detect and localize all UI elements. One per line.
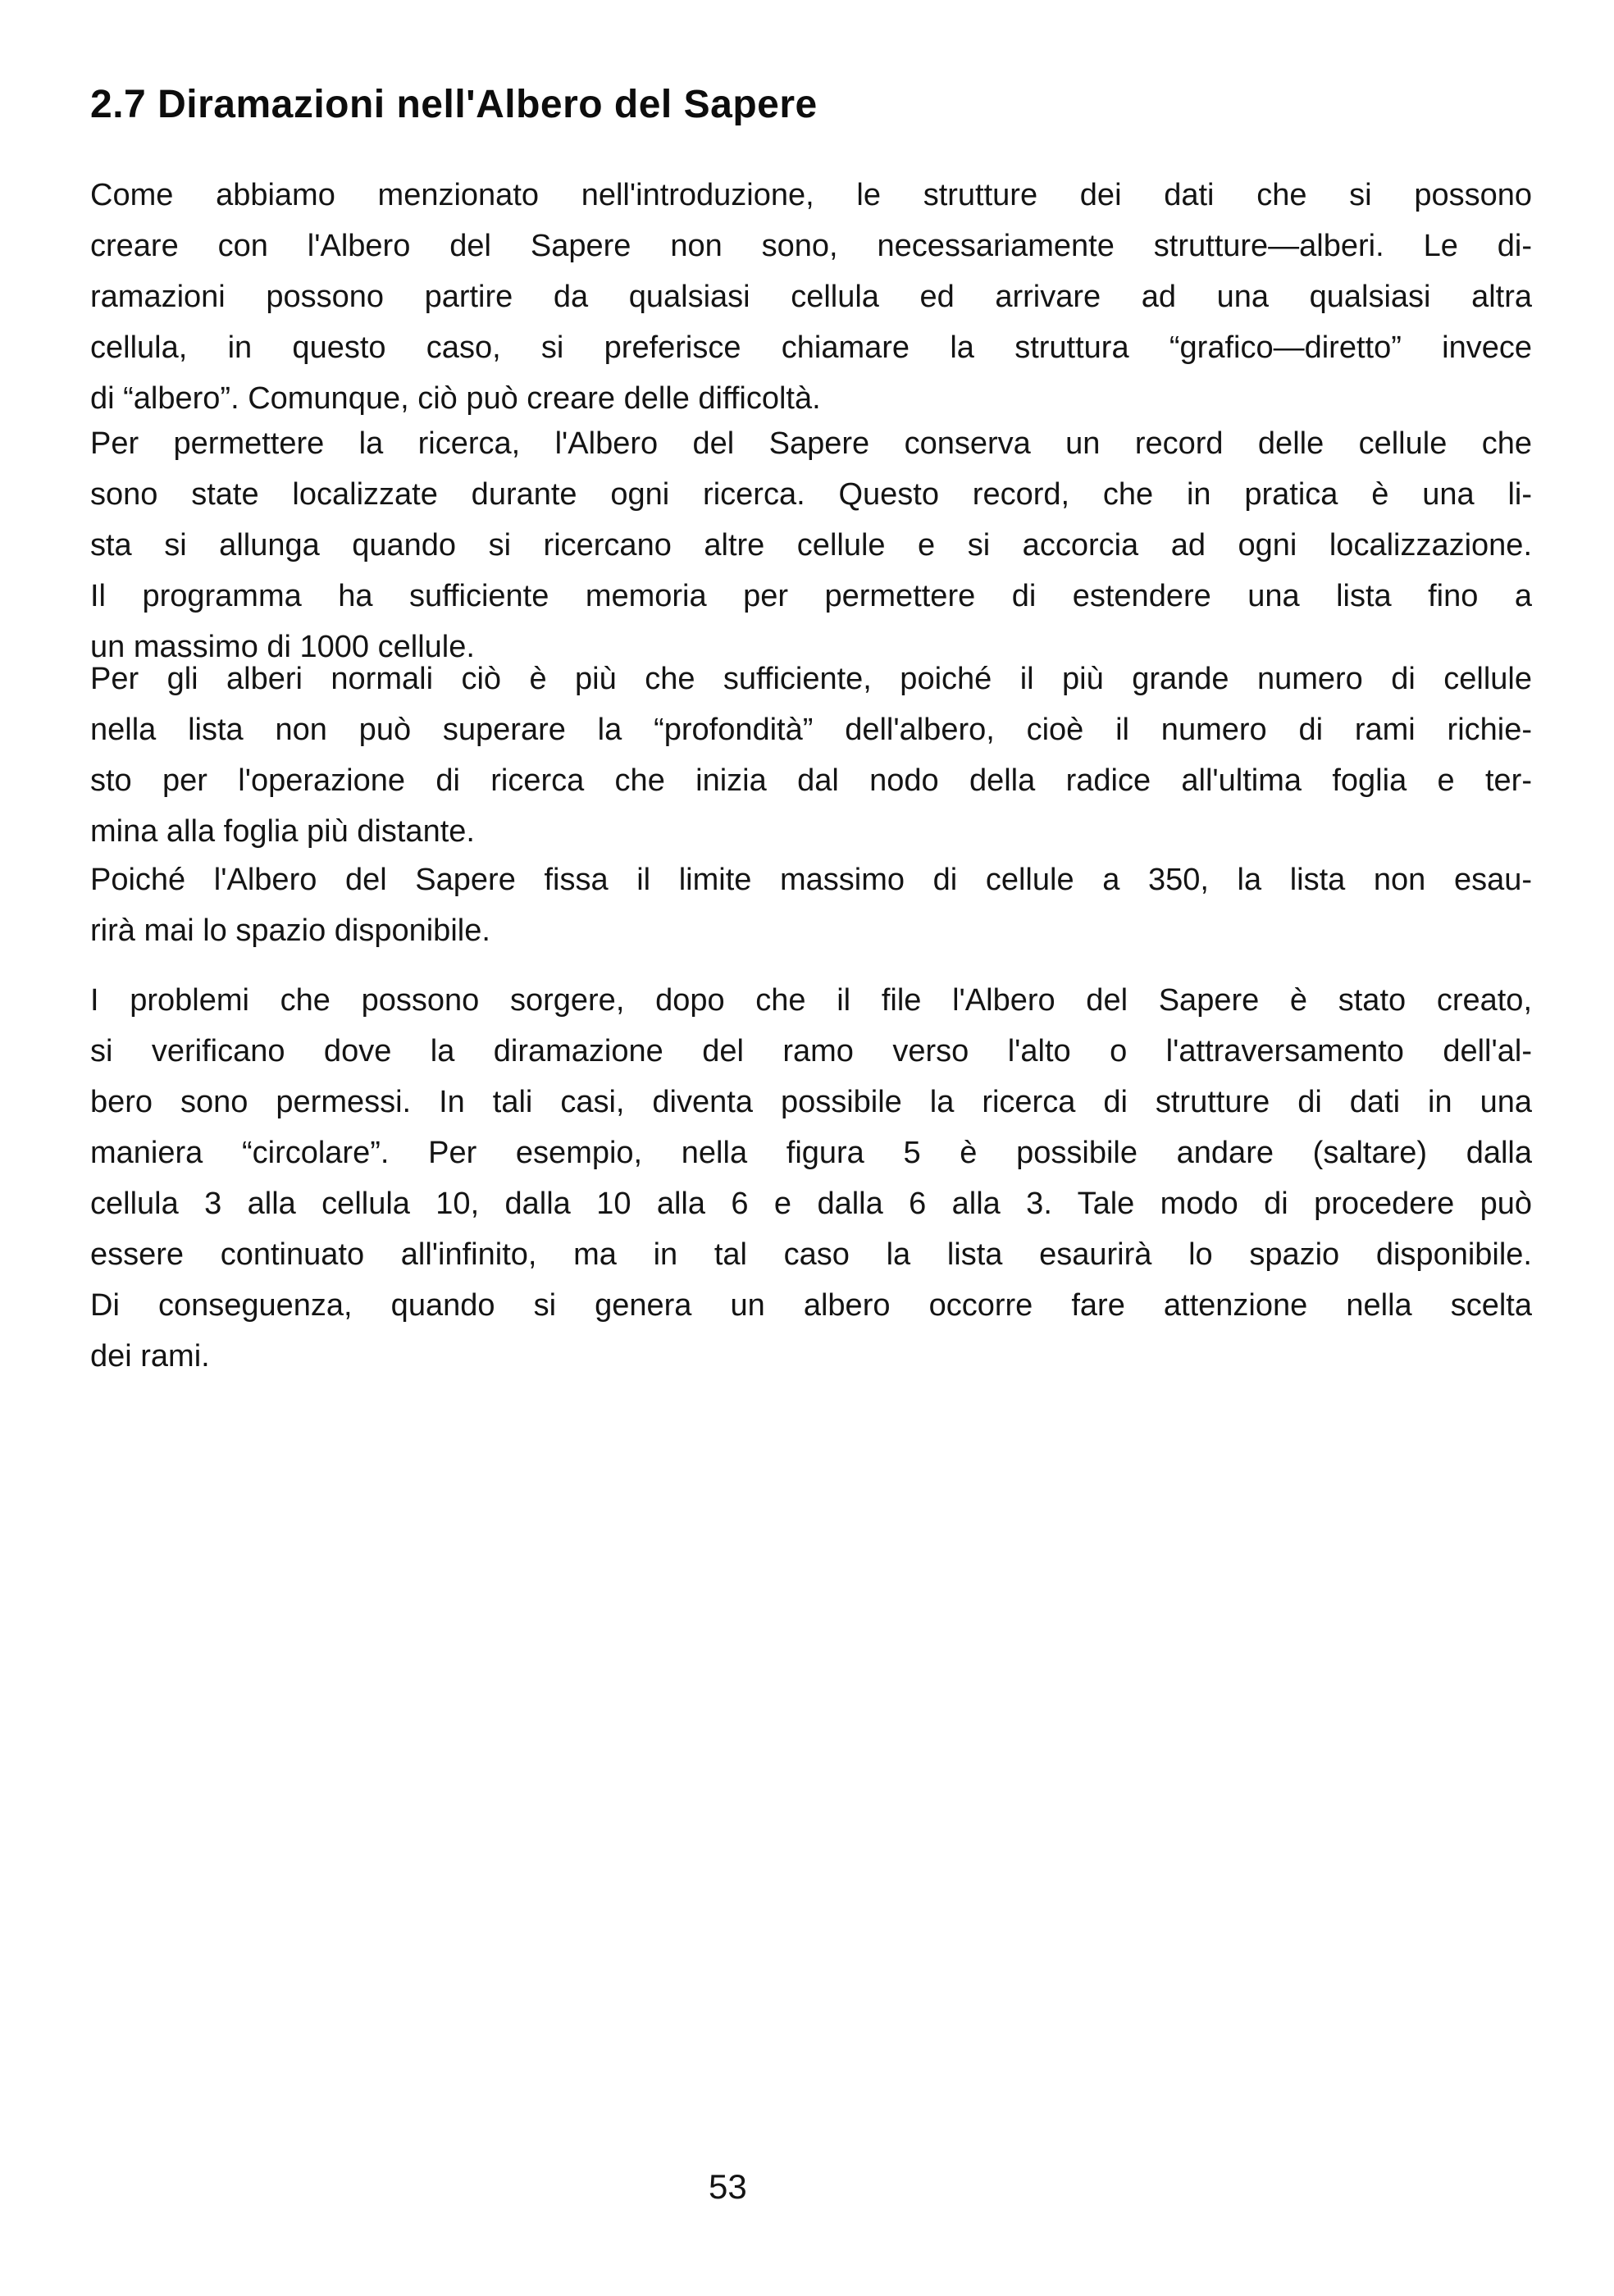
text-line: Di conseguenza, quando si genera un albero occorre fare attenzione nella scelta: [90, 1288, 1532, 1323]
page-number: 53: [709, 2167, 747, 2206]
text-line: dei rami.: [90, 1339, 210, 1374]
paragraph: [90, 975, 1532, 1382]
text-line: Per permettere la ricerca, l'Albero del Sapere conserva un record delle cellule che: [90, 426, 1532, 461]
paragraph: [90, 170, 1532, 424]
text-line: di “albero”. Comunque, ciò può creare delle difficoltà.: [90, 381, 821, 416]
paragraph: [90, 418, 1532, 672]
text-line: sono state localizzate durante ogni ricerca. Questo record, che in pratica è una li-: [90, 477, 1532, 512]
section-heading: 2.7 Diramazioni nell'Albero del Sapere: [90, 83, 818, 126]
paragraph: [90, 854, 1532, 956]
text-line: un massimo di 1000 cellule.: [90, 630, 475, 664]
text-line: Poiché l'Albero del Sapere fissa il limite massimo di cellule a 350, la lista non esau-: [90, 863, 1532, 897]
text-line: sta si allunga quando si ricercano altre cellule e si accorcia ad ogni localizzazione.: [90, 528, 1532, 563]
text-line: nella lista non può superare la “profondità” dell'albero, cioè il numero di rami richie-: [90, 713, 1532, 747]
text-line: cellula, in questo caso, si preferisce chiamare la struttura “grafico—diretto” invece: [90, 330, 1532, 365]
text-line: essere continuato all'infinito, ma in tal caso la lista esaurirà lo spazio disponibile.: [90, 1237, 1532, 1272]
text-line: maniera “circolare”. Per esempio, nella figura 5 è possibile andare (saltare) dalla: [90, 1136, 1532, 1170]
text-line: I problemi che possono sorgere, dopo che il file l'Albero del Sapere è stato creato,: [90, 983, 1532, 1018]
text-line: creare con l'Albero del Sapere non sono, necessariamente strutture—alberi. Le di-: [90, 229, 1532, 263]
text-line: ramazioni possono partire da qualsiasi cellula ed arrivare ad una qualsiasi altra: [90, 280, 1532, 314]
text-line: bero sono permessi. In tali casi, diventa possibile la ricerca di strutture di dati in una: [90, 1085, 1532, 1119]
text-line: cellula 3 alla cellula 10, dalla 10 alla 6 e dalla 6 alla 3. Tale modo di procedere può: [90, 1187, 1532, 1221]
text-line: sto per l'operazione di ricerca che inizia dal nodo della radice all'ultima foglia e ter-: [90, 763, 1532, 798]
text-line: Come abbiamo menzionato nell'introduzione, le strutture dei dati che si possono: [90, 178, 1532, 212]
text-line: si verificano dove la diramazione del ramo verso l'alto o l'attraversamento dell'al-: [90, 1034, 1532, 1068]
text-line: mina alla foglia più distante.: [90, 814, 475, 849]
text-line: rirà mai lo spazio disponibile.: [90, 913, 490, 948]
paragraph: [90, 654, 1532, 857]
text-line: Per gli alberi normali ciò è più che sufficiente, poiché il più grande numero di cellule: [90, 662, 1532, 696]
text-line: Il programma ha sufficiente memoria per permettere di estendere una lista fino a: [90, 579, 1532, 613]
